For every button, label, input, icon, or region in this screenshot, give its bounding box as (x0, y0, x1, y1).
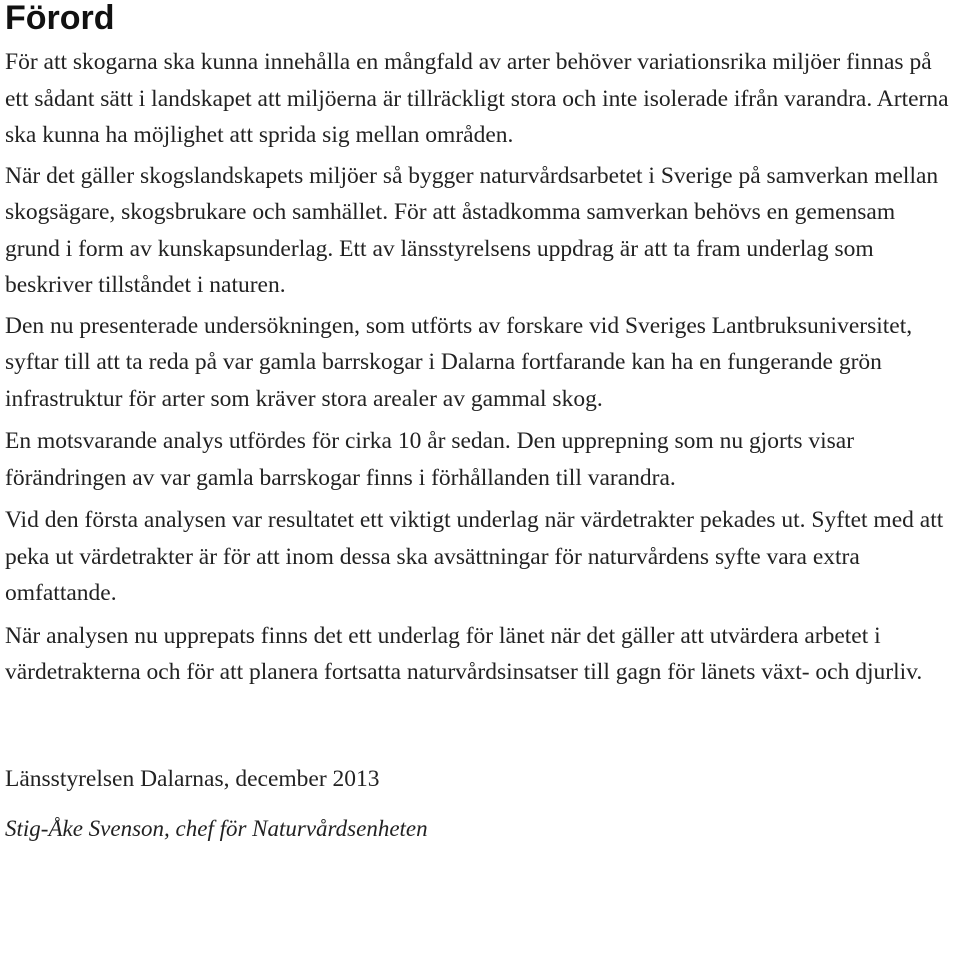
paragraph-3: Den nu presenterade undersökningen, som utförts av forskare vid Sveriges Lantbruksuniversitet, syftar till att ta reda på var gamla barrskogar i Dalarna fortfarande kan ha en fungerande grön infrastruktur för arter som kräver stora arealer av gammal skog. (5, 312, 913, 412)
paragraph-2: När det gäller skogslandskapets miljöer så bygger naturvårdsarbetet i Sverige på samverkan mellan skogsägare, skogsbrukare och samhället. För att åstadkomma samverkan behövs en gemensam grund i form av kunskapsunderlag. Ett av länsstyrelsens uppdrag är att ta fram underlag som beskriver tillståndet i naturen. (5, 162, 939, 298)
signature-organization: Länsstyrelsen Dalarnas, december 2013 (5, 765, 380, 792)
paragraph-1: För att skogarna ska kunna innehålla en mångfald av arter behöver variationsrika miljöer finnas på ett sådant sätt i landskapet att miljöerna är tillräckligt stora och inte isolerade ifrån varandra. Arterna ska kunna ha möjlighet att sprida sig mellan områden. (5, 49, 949, 148)
document-page (5, 0, 955, 847)
paragraph-6: När analysen nu upprepats finns det ett underlag för länet när det gäller att utvärdera arbetet i värdetrakterna och för att planera fortsatta naturvårdsinsatser till gagn för länets växt- och djurliv. (5, 622, 923, 685)
paragraph-5: Vid den första analysen var resultatet ett viktigt underlag när värdetrakter pekades ut. Syftet med att peka ut värdetrakter är för att inom dessa ska avsättningar för naturvårdens syfte vara extra omfattande. (5, 507, 944, 606)
page-title: Förord (5, 0, 115, 37)
paragraph-4: En motsvarande analys utfördes för cirka 10 år sedan. Den upprepning som nu gjorts visar förändringen av var gamla barrskogar finns i förhållanden till varandra. (5, 428, 855, 491)
signer-name: Stig-Åke Svenson, chef för Naturvårdsenheten (5, 815, 428, 841)
